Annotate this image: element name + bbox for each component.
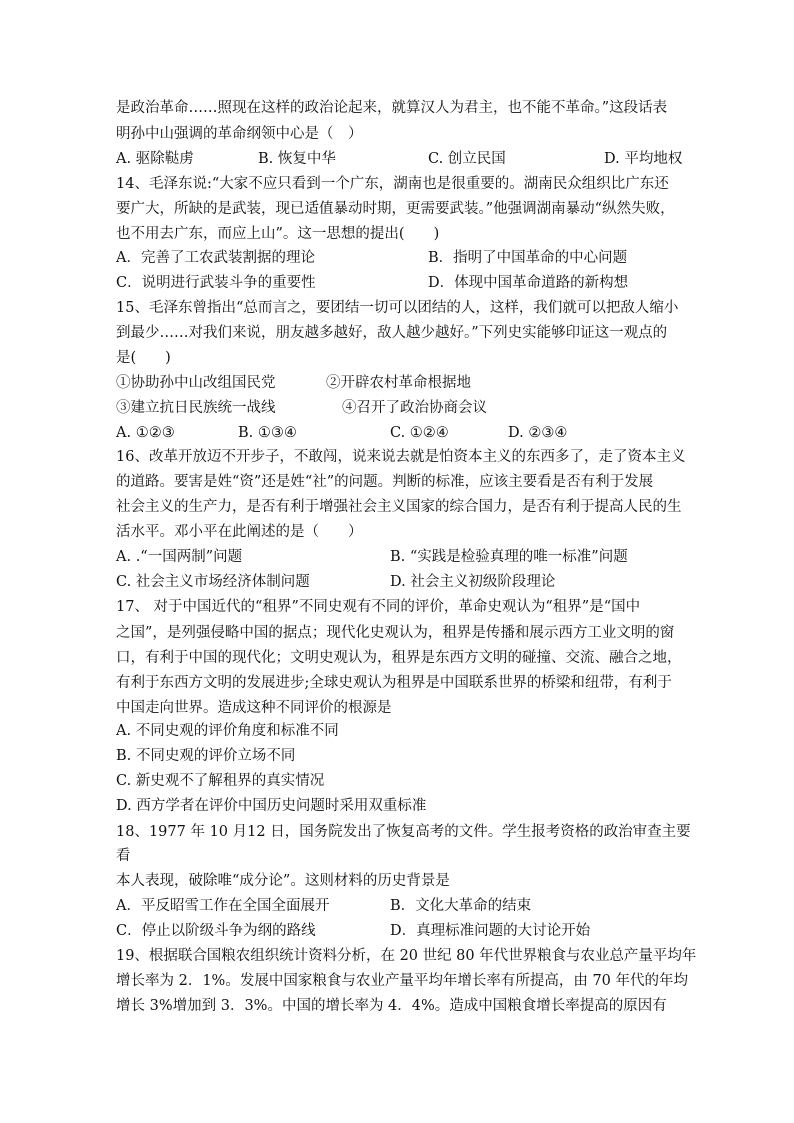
question-15-option-b: B. ①③④	[238, 425, 297, 441]
question-14-text-line-2: 要广大，所缺的是武装，现已适值暴动时期，更需要武装。”他强调湖南暴动“纵然失败，	[116, 201, 675, 217]
question-16-text-line-1: 16、改革开放迈不开步子，不敢闯，说来说去就是怕资本主义的东西多了，走了资本主义	[116, 449, 686, 465]
question-13-option-c: C. 创立民国	[428, 151, 506, 167]
question-16-text-line-3: 社会主义的生产力，是否有利于增强社会主义国家的综合国力，是否有利于提高人民的生	[116, 499, 682, 515]
question-16-text-line-4: 活水平。邓小平在此阐述的是（ ）	[116, 524, 363, 540]
question-14-option-b: B．指明了中国革命的中心问题	[428, 250, 628, 266]
question-19-text-line-2: 增长率为 2．1%。发展中国家粮食与农业产量平均年增长率有所提高，由 70 年代的年均	[116, 973, 689, 989]
question-18-option-c: C．停止以阶级斗争为纲的路线	[116, 923, 316, 939]
question-17-option-a: A. 不同史观的评价角度和标准不同	[116, 723, 339, 739]
question-17-text-line-2: 之国”，是列强侵略中国的据点；现代化史观认为，租界是传播和展示西方工业文明的窗	[116, 625, 675, 641]
question-15-option-a: A. ①②③	[116, 425, 175, 441]
question-16-text-line-2: 的道路。要害是姓“资”还是姓“社”的问题。判断的标准，应该主要看是否有利于发展	[116, 474, 654, 490]
question-15-text-line-3: 是( )	[116, 350, 171, 366]
question-15-option-d: D. ②③④	[508, 425, 568, 441]
question-15-item-4: ④召开了政治协商会议	[342, 400, 487, 416]
question-15-text-line-2: 到最少……对我们来说，朋友越多越好，敌人越少越好。”下列史实能够印证这一观点的	[116, 325, 668, 341]
question-18-text-line-1: 18、1977 年 10 月12 日，国务院发出了恢复高考的文件。学生报考资格的政治审查主要	[116, 824, 691, 840]
question-15-text-line-1: 15、毛泽东曾指出“总而言之，要团结一切可以团结的人，这样，我们就可以把敌人缩小	[116, 300, 679, 316]
question-19-text-line-3: 增长 3%增加到 3．3%。中国的增长率为 4．4%。造成中国粮食增长率提高的原因有	[116, 998, 667, 1014]
question-18-text-line-3: 本人表现，破除唯“成分论”。这则材料的历史背景是	[116, 873, 450, 889]
question-15-option-c: C. ①②④	[390, 425, 449, 441]
question-13-option-b: B. 恢复中华	[258, 151, 336, 167]
question-13-option-d: D. 平均地权	[604, 151, 683, 167]
question-15-item-1: ①协助孙中山改组国民党	[116, 375, 276, 391]
question-15-item-3: ③建立抗日民族统一战线	[116, 400, 276, 416]
question-17-text-line-5: 中国走向世界。造成这种不同评价的根源是	[116, 700, 392, 716]
question-14-option-a: A．完善了工农武装割据的理论	[116, 250, 315, 266]
question-16-option-b: B. “实践是检验真理的唯一标准”问题	[390, 549, 628, 565]
question-17-text-line-3: 口，有利于中国的现代化；文明史观认为，租界是东西方文明的碰撞、交流、融合之地，	[116, 650, 682, 666]
question-17-option-d: D. 西方学者在评价中国历史问题时采用双重标准	[116, 798, 427, 814]
question-13-text-line-1: 是政治革命……照现在这样的政治论起来，就算汉人为君主，也不能不革命。”这段话表	[116, 100, 668, 116]
question-19-text-line-1: 19、根据联合国粮农组织统计资料分析，在 20 世纪 80 年代世界粮食与农业总产量平均年	[116, 948, 697, 964]
question-15-item-2: ②开辟农村革命根据地	[326, 375, 471, 391]
question-17-option-b: B. 不同史观的评价立场不同	[116, 748, 296, 764]
question-14-text-line-1: 14、毛泽东说:“大家不应只看到一个广东，湖南也是很重要的。湖南民众组织比广东还	[116, 176, 669, 192]
question-18-option-a: A．平反昭雪工作在全国全面展开	[116, 898, 330, 914]
question-16-option-a: A. .“一国两制”问题	[116, 549, 243, 565]
question-14-option-c: C．说明进行武装斗争的重要性	[116, 275, 316, 291]
question-16-option-d: D. 社会主义初级阶段理论	[390, 574, 556, 590]
question-18-option-d: D．真理标准问题的大讨论开始	[390, 923, 591, 939]
question-14-text-line-3: 也不用去广东，而应上山”。这一思想的提出( )	[116, 226, 440, 242]
question-14-option-d: D．体现中国革命道路的新构想	[428, 275, 629, 291]
question-16-option-c: C. 社会主义市场经济体制问题	[116, 574, 310, 590]
question-17-text-line-4: 有利于东西方文明的发展进步;全球史观认为租界是中国联系世界的桥梁和纽带，有利于	[116, 675, 672, 691]
question-13-option-a: A. 驱除鞑虏	[116, 151, 194, 167]
question-13-text-line-2: 明孙中山强调的革命纲领中心是（ ）	[116, 126, 363, 142]
question-17-text-line-1: 17、 对于中国近代的“租界”不同史观有不同的评价，革命史观认为“租界”是“国中	[116, 599, 641, 615]
question-17-option-c: C. 新史观不了解租界的真实情况	[116, 773, 325, 789]
question-18-text-line-2: 看	[116, 848, 131, 864]
question-18-option-b: B．文化大革命的结束	[390, 898, 532, 914]
